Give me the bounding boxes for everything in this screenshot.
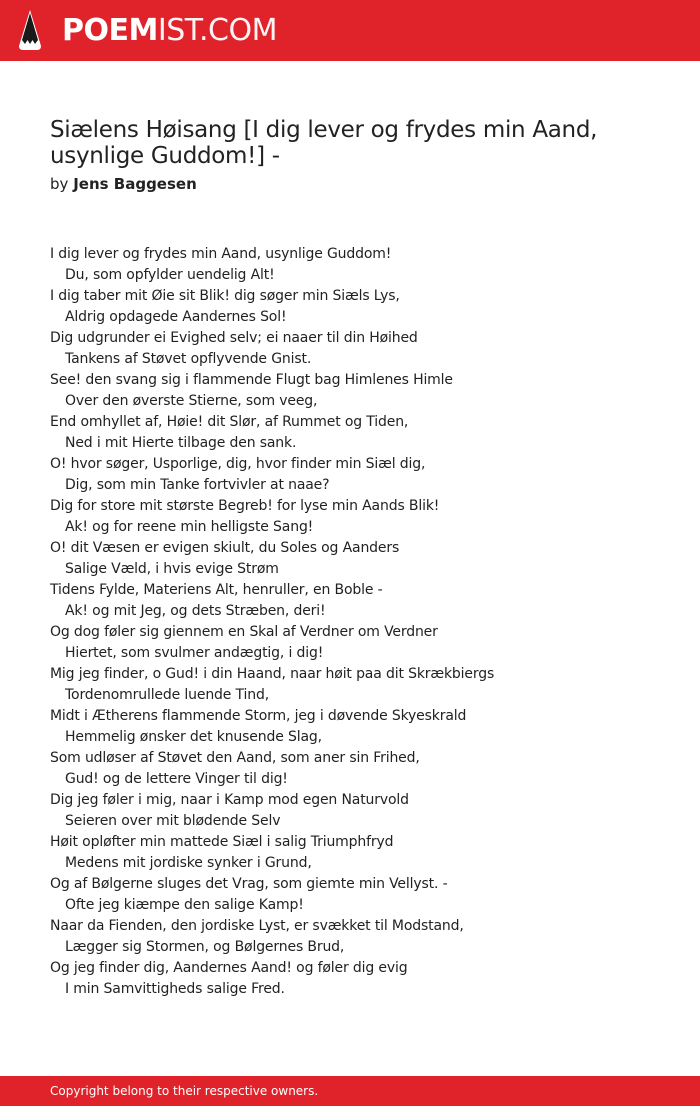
poem-line: Dig jeg føler i mig, naar i Kamp mod egen Naturvold bbox=[50, 792, 409, 808]
poem-line: Og af Bølgerne sluges det Vrag, som giemte min Vellyst. - bbox=[50, 876, 448, 892]
poem-line: Tidens Fylde, Materiens Alt, henruller, en Boble - bbox=[50, 582, 383, 598]
poem-line: O! dit Væsen er evigen skiult, du Soles og Aanders bbox=[50, 540, 400, 556]
poem-line: Ak! og for reene min helligste Sang! bbox=[65, 519, 314, 535]
poem-line: Aldrig opdagede Aandernes Sol! bbox=[65, 309, 287, 325]
poem-line: Over den øverste Stierne, som veeg, bbox=[65, 393, 318, 409]
poem-title: Siælens Høisang [I dig lever og frydes min Aand, usynlige Guddom!] - bbox=[50, 117, 598, 169]
poem-line: Ak! og mit Jeg, og dets Stræben, deri! bbox=[65, 603, 326, 619]
poem-line: Salige Væld, i hvis evige Strøm bbox=[65, 561, 279, 577]
site-footer bbox=[0, 1076, 700, 1106]
poem-line: Midt i Ætherens flammende Storm, jeg i døvende Skyeskrald bbox=[50, 708, 467, 724]
poem-line: Gud! og de lettere Vinger til dig! bbox=[65, 771, 288, 787]
poem-line: Som udløser af Støvet den Aand, som aner sin Frihed, bbox=[50, 750, 420, 766]
poem-line: Medens mit jordiske synker i Grund, bbox=[65, 855, 312, 871]
logo-text-bold: POEM bbox=[62, 13, 158, 48]
poem-line: Mig jeg finder, o Gud! i din Haand, naar høit paa dit Skrækbiergs bbox=[50, 666, 495, 682]
poem-line: Dig, som min Tanke fortvivler at naae? bbox=[65, 477, 330, 493]
poem-line: I min Samvittigheds salige Fred. bbox=[65, 981, 285, 997]
poem-line: I dig lever og frydes min Aand, usynlige Guddom! bbox=[50, 246, 392, 262]
by-label: by bbox=[50, 175, 69, 193]
poem-line: Seieren over mit blødende Selv bbox=[65, 813, 281, 829]
poem-line: Ofte jeg kiæmpe den salige Kamp! bbox=[65, 897, 304, 913]
pencil-tip-icon[interactable] bbox=[17, 9, 43, 51]
poem-line: O! hvor søger, Usporlige, dig, hvor finder min Siæl dig, bbox=[50, 456, 426, 472]
poem-line: See! den svang sig i flammende Flugt bag Himlenes Himle bbox=[50, 372, 453, 388]
poem-line: Lægger sig Stormen, og Bølgernes Brud, bbox=[65, 939, 345, 955]
logo-text-light: IST.COM bbox=[157, 13, 277, 48]
poem-line: Dig udgrunder ei Evighed selv; ei naaer til din Høihed bbox=[50, 330, 418, 346]
site-header bbox=[0, 0, 700, 61]
poem-line: Hiertet, som svulmer andægtig, i dig! bbox=[65, 645, 324, 661]
poem-line: Du, som opfylder uendelig Alt! bbox=[65, 267, 275, 283]
site-logo[interactable] bbox=[62, 11, 277, 51]
poem-line: Høit opløfter min mattede Siæl i salig Triumphfryd bbox=[50, 834, 394, 850]
poem-line: Naar da Fienden, den jordiske Lyst, er svækket til Modstand, bbox=[50, 918, 464, 934]
poem-line: Tordenomrullede luende Tind, bbox=[65, 687, 270, 703]
author-name: Jens Baggesen bbox=[73, 175, 197, 193]
poem-line: Og jeg finder dig, Aandernes Aand! og føler dig evig bbox=[50, 960, 408, 976]
copyright-notice: Copyright belong to their respective owners. bbox=[50, 1084, 319, 1098]
poem-line: Tankens af Støvet opflyvende Gnist. bbox=[65, 351, 312, 367]
poem-line: End omhyllet af, Høie! dit Slør, af Rummet og Tiden, bbox=[50, 414, 409, 430]
poem-body bbox=[50, 244, 670, 1000]
poem-line: Hemmelig ønsker det knusende Slag, bbox=[65, 729, 322, 745]
byline bbox=[50, 174, 197, 194]
poem-line: Ned i mit Hierte tilbage den sank. bbox=[65, 435, 297, 451]
poem-line: Dig for store mit største Begreb! for lyse min Aands Blik! bbox=[50, 498, 440, 514]
poem-line: Og dog føler sig giennem en Skal af Verdner om Verdner bbox=[50, 624, 438, 640]
poem-line: I dig taber mit Øie sit Blik! dig søger min Siæls Lys, bbox=[50, 288, 400, 304]
